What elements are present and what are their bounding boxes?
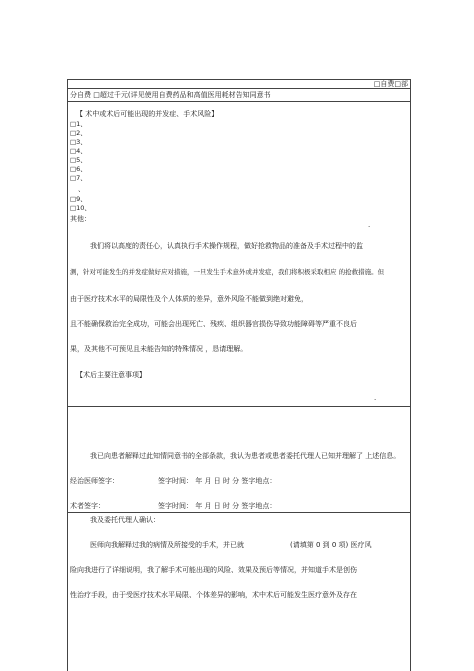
surgeon-sign-time-place: 签字时间： 年 月 日 时 分 签字地点： xyxy=(158,502,277,510)
risk-item-2: □2、 xyxy=(70,129,87,137)
paragraph-line-1: 我们将以高度的责任心，认真执行手术操作规程，做好抢救物品的准备及手术过程中的监 xyxy=(90,242,363,250)
cost-description: 分自费 □超过千元(详见使用自费药品和高值医用耗材告知同意书 xyxy=(70,91,271,99)
post-op-notes-title: 【术后主要注意事项】 xyxy=(76,371,146,379)
risk-item-9: □9、 xyxy=(70,195,87,203)
doctor-signature-label: 经治医师签字： xyxy=(70,477,119,485)
surgeon-signature-label: 术者签字： xyxy=(70,502,105,510)
table-top-border xyxy=(67,79,411,80)
patient-confirm-heading: 我及委托代理人确认： xyxy=(90,516,160,524)
patient-line-3: 性治疗手段，由于受医疗技术水平局限、个体差异的影响，术中术后可能发生医疗意外及存在 xyxy=(70,591,357,599)
paragraph-line-4: 且不能确保救治完全成功，可能会出现死亡、残疾、组织器官损伤导致功能障碍等严重不良后 xyxy=(70,320,357,328)
paragraph-line-5: 果，及其他不可预见且未能告知的特殊情况 ，恳请理解。 xyxy=(70,345,248,353)
row-divider-3 xyxy=(67,406,411,407)
row-divider-1 xyxy=(67,88,411,89)
row-divider-2 xyxy=(67,101,411,102)
paragraph-line-3: 由于医疗技术水平的局限性及个人体质的差异，意外风险不能做到绝对避免， xyxy=(70,295,308,303)
self-pay-option: □自费□部 xyxy=(373,80,408,88)
stray-dot: . xyxy=(368,221,371,229)
risk-item-10: □10、 xyxy=(70,204,91,212)
risk-item-3: □3、 xyxy=(70,138,87,146)
other-risks-label: 其他： xyxy=(70,215,91,223)
paragraph-line-2: 测，针对可能发生的并发症做好应对措施，一旦发生手术意外或并发症，我们将积极采取相应 的抢救措施。但 xyxy=(70,268,385,276)
risk-item-5: □5、 xyxy=(70,156,87,164)
risk-item-1: □1、 xyxy=(70,120,87,128)
table-left-border xyxy=(67,79,68,671)
table-right-border xyxy=(410,79,411,671)
risk-item-4: □4、 xyxy=(70,147,87,155)
doctor-statement: 我已向患者解释过此知情同意书的全部条款，我认为患者或患者委托代理人已知并理解了 上述信息。 xyxy=(90,452,401,460)
row-divider-4 xyxy=(67,512,411,513)
risk-item-7: □7、 xyxy=(70,174,87,182)
risk-item-8: 、 xyxy=(78,185,85,193)
post-op-dot: . xyxy=(374,394,377,402)
patient-line-1a: 医师向我解释过我的病情及所接受的手术，并已就 xyxy=(90,541,244,549)
patient-line-2: 险向我进行了详细说明，我了解手术可能出现的风险、效果及预后等情况，并知道手术是创伤 xyxy=(70,566,357,574)
doctor-sign-time-place: 签字时间： 年 月 日 时 分 签字地点： xyxy=(158,477,277,485)
risk-section-title: 【 术中或术后可能出现的并发症、手术风险】 xyxy=(76,110,219,118)
patient-line-1b: (请填第 0 到 0 项) 医疗风 xyxy=(290,541,372,549)
risk-item-6: □6、 xyxy=(70,165,87,173)
